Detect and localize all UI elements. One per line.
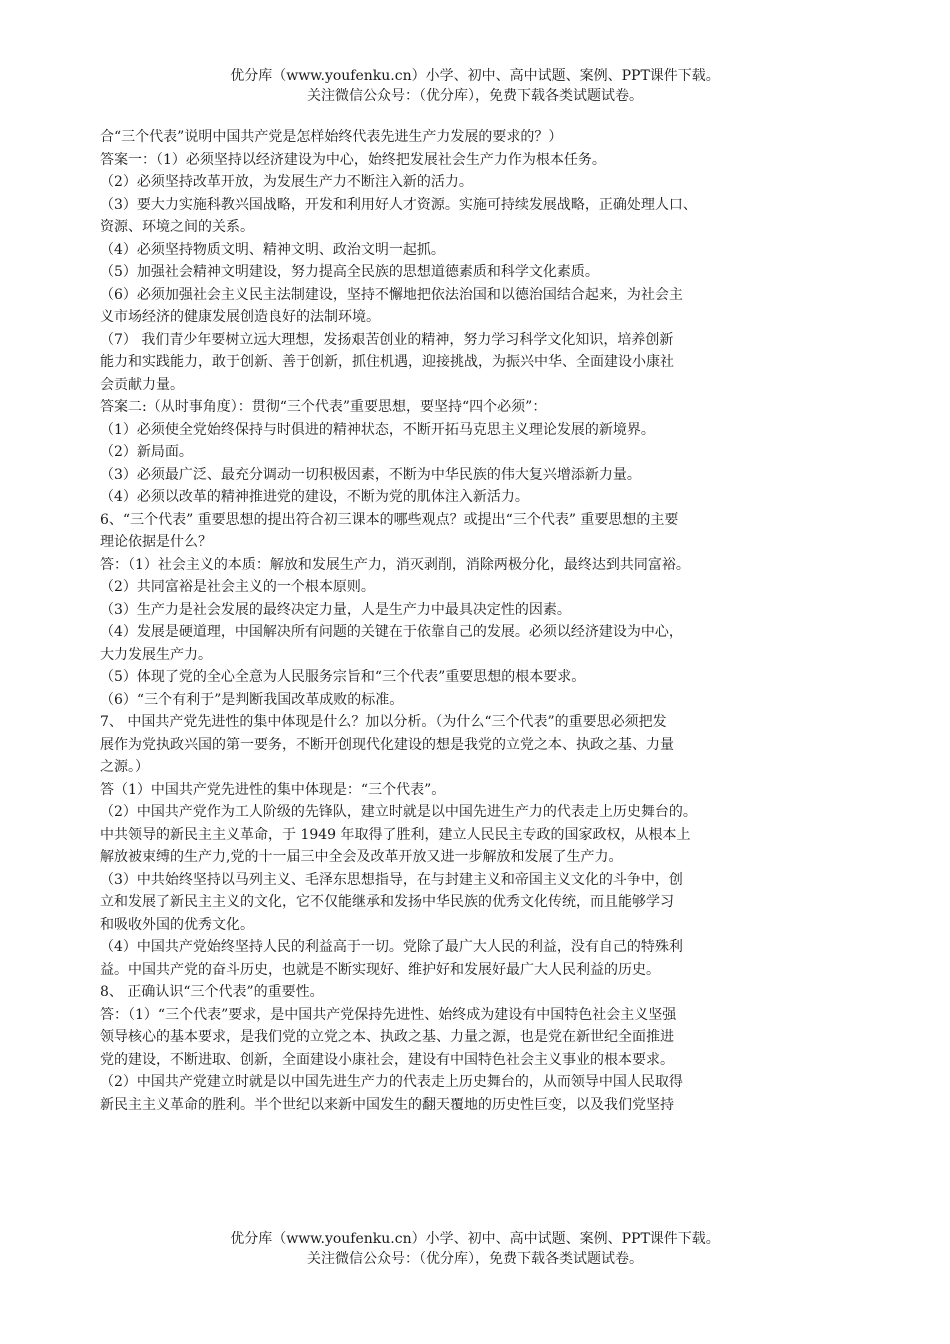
text-line: 新民主主义革命的胜利。半个世纪以来新中国发生的翻天覆地的历史性巨变，以及我们党坚持 bbox=[100, 1096, 674, 1113]
text-line: 理论依据是什么？ bbox=[100, 534, 212, 550]
text-line: 之源。） bbox=[100, 759, 149, 775]
text-line: 答：（1）社会主义的本质：解放和发展生产力，消灭剥削，消除两极分化，最终达到共同富裕。 bbox=[100, 556, 690, 573]
header-line-2: 关注微信公众号：（优分库），免费下载各类试题试卷。 bbox=[307, 88, 643, 104]
text-line: 解放被束缚的生产力,党的十一届三中全会及改革开放又进一步解放和发展了生产力。 bbox=[100, 849, 623, 865]
text-line: 答：（1）“三个代表”要求，是中国共产党保持先进性、始终成为建设有中国特色社会主义坚强 bbox=[100, 1006, 677, 1023]
text-line: （2）新局面。 bbox=[100, 444, 193, 460]
text-line: 会贡献力量。 bbox=[100, 376, 184, 393]
text-line: 答案二:（从时事角度）：贯彻“三个代表”重要思想，要坚持“四个必须”： bbox=[100, 399, 547, 415]
text-line: （4）发展是硬道理，中国解决所有问题的关键在于依靠自己的发展。必须以经济建设为中心， bbox=[100, 624, 683, 640]
text-line: （2）共同富裕是社会主义的一个根本原则。 bbox=[100, 579, 375, 595]
text-line: 和吸收外国的优秀文化。 bbox=[100, 916, 254, 933]
text-line: （4）中国共产党始终坚持人民的利益高于一切。党除了最广大人民的利益，没有自己的特殊利 bbox=[100, 939, 683, 955]
text-line: （2）中国共产党建立时就是以中国先进生产力的代表走上历史舞台的，从而领导中国人民取得 bbox=[100, 1074, 683, 1090]
text-line: 答案一：（1）必须坚持以经济建设为中心，始终把发展社会生产力作为根本任务。 bbox=[100, 151, 606, 168]
text-line: 展作为党执政兴国的第一要务，不断开创现代化建设的想是我党的立党之本、执政之基、力量 bbox=[100, 736, 674, 753]
page-footer bbox=[0, 1229, 950, 1269]
document-body bbox=[100, 126, 780, 1116]
text-line: （2）中国共产党作为工人阶级的先锋队，建立时就是以中国先进生产力的代表走上历史舞台的。 bbox=[100, 804, 697, 820]
text-line: 党的建设，不断进取、创新，全面建设小康社会，建设有中国特色社会主义事业的根本要求。 bbox=[100, 1051, 674, 1068]
text-line: （5）加强社会精神文明建设，努力提高全民族的思想道德素质和科学文化素质。 bbox=[100, 264, 599, 280]
text-line: 7、 中国共产党先进性的集中体现是什么？加以分析。（为什么“三个代表”的重要思必须把发 bbox=[100, 714, 667, 730]
text-line: 合“三个代表”说明中国共产党是怎样始终代表先进生产力发展的要求的？） bbox=[100, 129, 563, 145]
text-line: （1）必须使全党始终保持与时俱进的精神状态，不断开拓马克思主义理论发展的新境界。 bbox=[100, 421, 655, 438]
text-line: 答（1）中国共产党先进性的集中体现是：“三个代表”。 bbox=[100, 781, 446, 798]
text-line: 6、“三个代表” 重要思想的提出符合初三课本的哪些观点？或提出“三个代表” 重要思想的主要 bbox=[100, 511, 679, 528]
text-line: （6）“三个有利于”是判断我国改革成败的标准。 bbox=[100, 691, 404, 708]
text-line: 领导核心的基本要求，是我们党的立党之本、执政之基、力量之源，也是党在新世纪全面推进 bbox=[100, 1029, 674, 1045]
text-line: （5）体现了党的全心全意为人民服务宗旨和“三个代表”重要思想的根本要求。 bbox=[100, 669, 586, 685]
text-line: （2）必须坚持改革开放，为发展生产力不断注入新的活力。 bbox=[100, 174, 473, 190]
text-line: （4）必须以改革的精神推进党的建设，不断为党的肌体注入新活力。 bbox=[100, 489, 529, 505]
text-line: （3）必须最广泛、最充分调动一切积极因素，不断为中华民族的伟大复兴增添新力量。 bbox=[100, 466, 641, 483]
text-line: （6）必须加强社会主义民主法制建设，坚持不懈地把依法治国和以德治国结合起来，为社会主 bbox=[100, 286, 683, 303]
text-line: 中共领导的新民主主义革命，于 1949 年取得了胜利，建立人民民主专政的国家政权，从根本上 bbox=[100, 826, 691, 843]
text-line: （3）生产力是社会发展的最终决定力量，人是生产力中最具决定性的因素。 bbox=[100, 601, 571, 618]
footer-line-2: 关注微信公众号：（优分库），免费下载各类试题试卷。 bbox=[307, 1251, 643, 1267]
text-line: 义市场经济的健康发展创造良好的法制环境。 bbox=[100, 309, 380, 325]
page-header bbox=[0, 66, 950, 106]
text-line: （3）要大力实施科教兴国战略，开发和利用好人才资源。实施可持续发展战略，正确处理人口、 bbox=[100, 196, 697, 213]
text-line: （7） 我们青少年要树立远大理想，发扬艰苦创业的精神，努力学习科学文化知识，培养创新 bbox=[100, 331, 674, 348]
text-line: 大力发展生产力。 bbox=[100, 646, 212, 663]
text-line: 能力和实践能力，敢于创新、善于创新，抓住机遇，迎接挑战，为振兴中华、全面建设小康社 bbox=[100, 354, 674, 370]
header-line-1: 优分库（www.youfenku.cn）小学、初中、高中试题、案例、PPT课件下载。 bbox=[230, 68, 720, 84]
text-line: （3）中共始终坚持以马列主义、毛泽东思想指导，在与封建主义和帝国主义文化的斗争中，创 bbox=[100, 871, 683, 888]
text-line: 益。中国共产党的奋斗历史，也就是不断实现好、维护好和发展好最广大人民利益的历史。 bbox=[100, 961, 660, 978]
footer-line-1: 优分库（www.youfenku.cn）小学、初中、高中试题、案例、PPT课件下载。 bbox=[230, 1231, 720, 1247]
text-line: （4）必须坚持物质文明、精神文明、政治文明一起抓。 bbox=[100, 241, 445, 258]
text-line: 资源、环境之间的关系。 bbox=[100, 219, 254, 235]
text-line: 立和发展了新民主主义的文化，它不仅能继承和发扬中华民族的优秀文化传统，而且能够学习 bbox=[100, 894, 674, 910]
text-line: 8、 正确认识“三个代表”的重要性。 bbox=[100, 984, 324, 1000]
